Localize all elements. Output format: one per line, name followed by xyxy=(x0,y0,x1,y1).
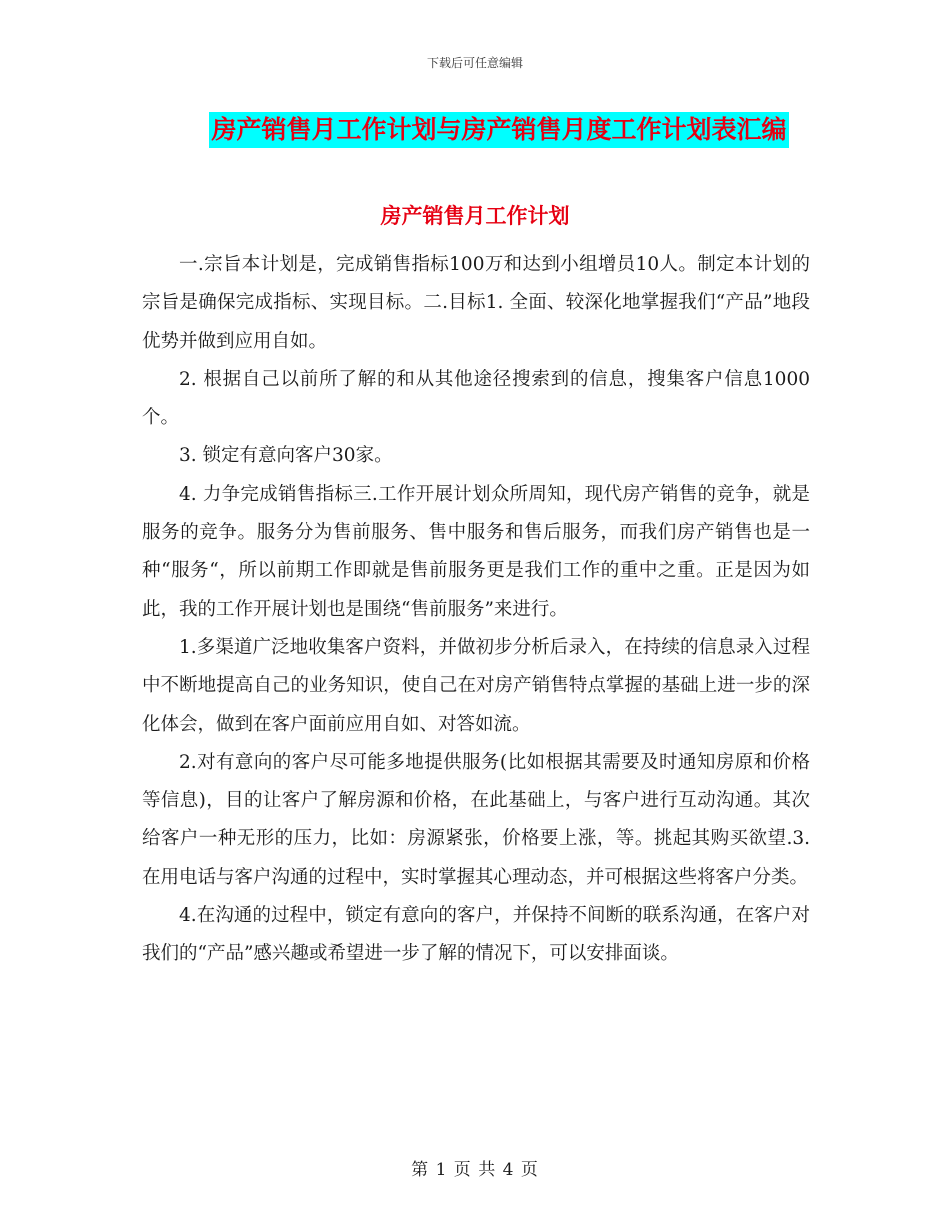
document-title-container xyxy=(0,112,950,148)
document-title: 房产销售月工作计划与房产销售月度工作计划表汇编 xyxy=(209,112,788,148)
document-body xyxy=(142,246,810,974)
paragraph: 2. 根据自己以前所了解的和从其他途径搜索到的信息，搜集客户信息1000个。 xyxy=(142,368,810,429)
paragraph: 一.宗旨本计划是，完成销售指标100万和达到小组增员10人。制定本计划的宗旨是确保完成指标、实现目标。二.目标1. 全面、较深化地掌握我们“产品”地段优势并做到应用自如。 xyxy=(142,254,810,352)
paragraph: 1.多渠道广泛地收集客户资料，并做初步分析后录入，在持续的信息录入过程中不断地提高自己的业务知识，使自己在对房产销售特点掌握的基础上进一步的深化体会，做到在客户面前应用自如、对答如流。 xyxy=(142,636,810,735)
paragraph: 4. 力争完成销售指标三.工作开展计划众所周知，现代房产销售的竞争，就是服务的竞争。服务分为售前服务、售中服务和售后服务，而我们房产销售也是一种“服务“，所以前期工作即就是售前服务更是我们工作的重中之重。正是因为如此，我的工作开展计划也是围绕“售前服务”来进行。 xyxy=(142,483,810,620)
paragraph: 3. 锁定有意向客户30家。 xyxy=(179,445,393,467)
header-note: 下载后可任意编辑 xyxy=(426,56,523,70)
section-title: 房产销售月工作计划 xyxy=(380,203,570,228)
paragraph: 2.对有意向的客户尽可能多地提供服务(比如根据其需要及时通知房原和价格等信息)，目的让客户了解房源和价格，在此基础上，与客户进行互动沟通。其次给客户一种无形的压力，比如：房源紧张，价格要上涨，等。挑起其购买欲望.3.在用电话与客户沟通的过程中，实时掌握其心理动态，并可根据这些将客户分类。 xyxy=(142,751,810,888)
page-number-footer: 第 1 页 共 4 页 xyxy=(411,1160,539,1180)
paragraph: 4.在沟通的过程中，锁定有意向的客户，并保持不间断的联系沟通，在客户对我们的“产品”感兴趣或希望进一步了解的情况下，可以安排面谈。 xyxy=(142,905,810,965)
